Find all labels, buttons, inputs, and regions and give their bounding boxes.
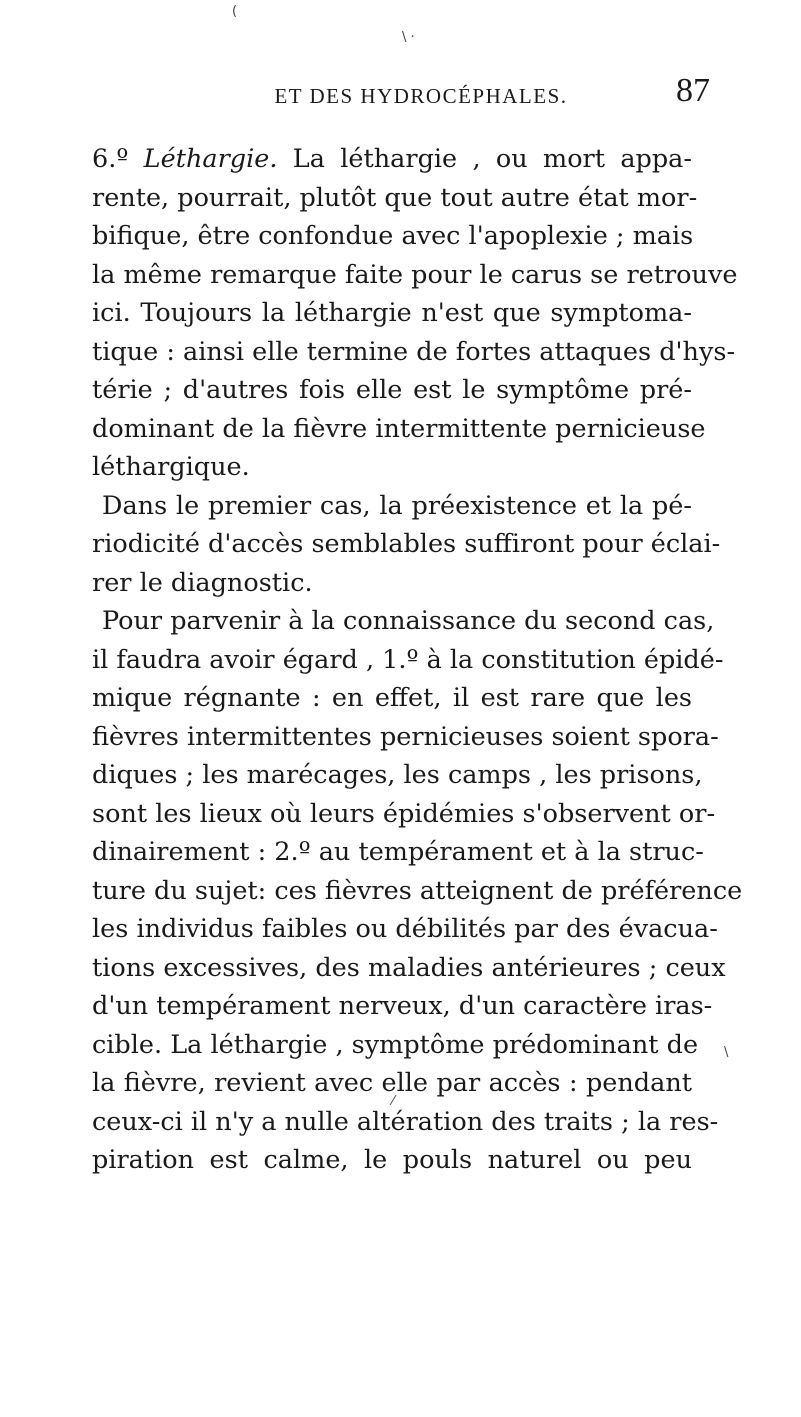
paragraph-line: diques ; les marécages, les camps , les prisons, (92, 760, 703, 790)
paragraph-line: dinairement : 2.º au tempérament et à la struc- (92, 837, 704, 867)
page-number: 87 (676, 72, 710, 109)
section-title: Léthargie. (143, 144, 278, 174)
paragraph-line: rer le diagnostic. (92, 567, 313, 598)
paragraph-line: mique régnante : en effet, il est rare que les (92, 683, 692, 713)
paragraph-line: ici. Toujours la léthargie n'est que symptoma- (92, 298, 692, 328)
paragraph-line: riodicité d'accès semblables suffiront pour éclai- (92, 529, 721, 559)
stray-mark: \ (724, 1045, 729, 1060)
paragraph-line: ceux-ci il n'y a nulle altération des traits ; la res- (92, 1106, 719, 1137)
paragraph-line: léthargique. (92, 452, 250, 482)
line-text: La léthargie , ou mort appa- (292, 144, 692, 174)
paragraph-line: dominant de la fièvre intermittente pernicieuse (92, 413, 706, 444)
paragraph-line: la même remarque faite pour le carus se retrouve (92, 259, 738, 290)
paragraph-line: ture du sujet: ces fièvres atteignent de préférence (92, 875, 743, 906)
paragraph-line (92, 140, 692, 179)
paragraph-line: tions excessives, des maladies antérieures ; ceux (92, 952, 726, 983)
paragraph-line: sont les lieux où leurs épidémies s'observent or- (92, 798, 716, 829)
paragraph-line: cible. La léthargie , symptôme prédominant de (92, 1029, 699, 1060)
paragraph-line: la fièvre, revient avec elle par accès : pendant (92, 1068, 692, 1098)
paragraph-line: Pour parvenir à la connaissance du second cas, (102, 606, 715, 636)
paragraph-line: bifique, être confondue avec l'apoplexie ; mais (92, 221, 694, 251)
running-head: ET DES HYDROCÉPHALES. (274, 84, 568, 108)
paragraph-line: piration est calme, le pouls naturel ou peu (92, 1145, 692, 1175)
stray-mark: ⁄ (392, 1094, 395, 1109)
section-number: 6.º (92, 144, 129, 174)
paragraph-line: fièvres intermittentes pernicieuses soient spora- (92, 721, 719, 752)
printer-mark: ( (232, 4, 238, 19)
paragraph-line: Dans le premier cas, la préexistence et la pé- (102, 490, 692, 521)
paragraph-line: les individus faibles ou débilités par des évacua- (92, 914, 718, 944)
paragraph-line: térie ; d'autres fois elle est le symptôme pré- (92, 375, 692, 405)
paragraph-line: d'un tempérament nerveux, d'un caractère iras- (92, 991, 713, 1021)
body-text (92, 140, 743, 1180)
paragraph-line: il faudra avoir égard , 1.º à la constitution épidé- (92, 644, 724, 675)
paragraph-line: tique : ainsi elle termine de fortes attaques d'hys- (92, 336, 736, 367)
printer-mark: \ · (402, 30, 415, 45)
paragraph-line: rente, pourrait, plutôt que tout autre état mor- (92, 182, 698, 213)
